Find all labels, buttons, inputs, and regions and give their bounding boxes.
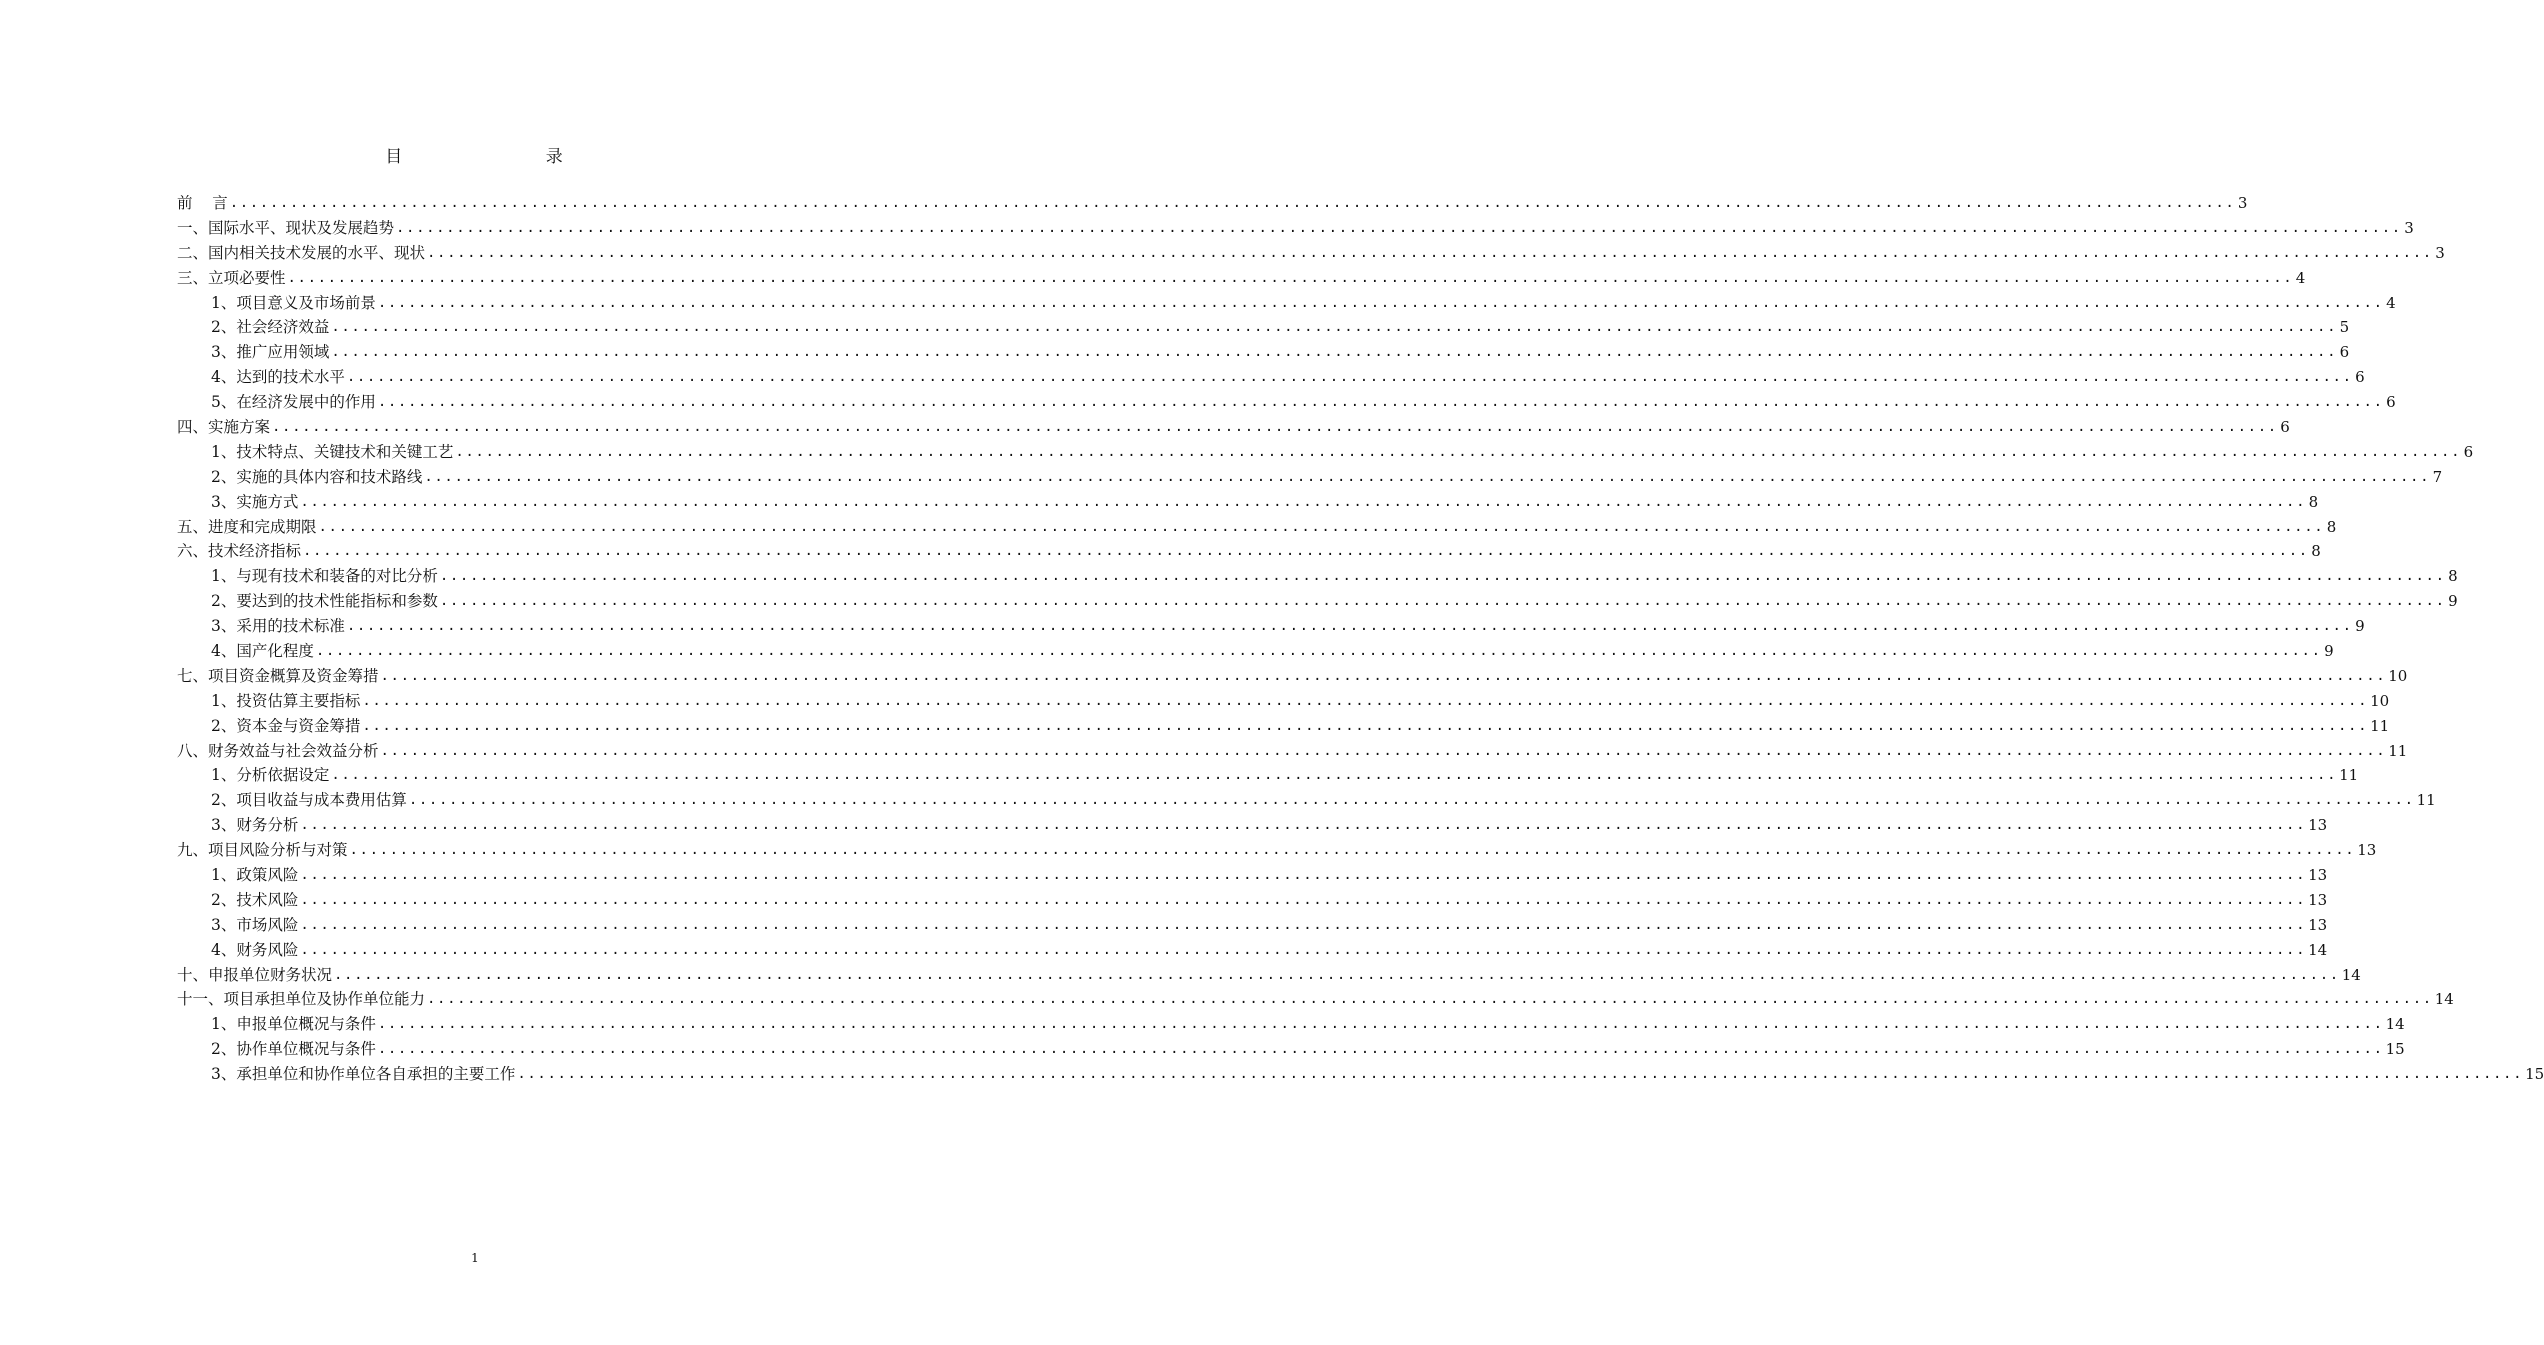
- toc-leader-dots: ........................................................................................................................................................................................................: [427, 244, 2433, 261]
- toc-entry-page: 11: [2388, 741, 2408, 760]
- toc-leader-dots: ........................................................................................................................................................................................................: [287, 269, 2294, 286]
- toc-leader-dots: ........................................................................................................................................................................................................: [362, 692, 2369, 709]
- toc-entry-label: 3、市场风险: [211, 915, 299, 934]
- toc-entry[interactable]: [177, 838, 2377, 863]
- toc-entry-label: 1、投资估算主要指标: [211, 691, 361, 710]
- toc-entry-page: 7: [2432, 467, 2443, 486]
- toc-leader-dots: ........................................................................................................................................................................................................: [346, 369, 2353, 386]
- toc-leader-dots: ........................................................................................................................................................................................................: [300, 941, 2307, 958]
- toc-entry-label: 十一、项目承担单位及协作单位能力: [177, 990, 426, 1009]
- toc-entry[interactable]: [177, 241, 2445, 266]
- toc-entry[interactable]: [177, 1062, 2544, 1087]
- toc-entry[interactable]: [177, 788, 2436, 813]
- toc-entry[interactable]: [177, 963, 2361, 988]
- toc-leader-dots: ........................................................................................................................................................................................................: [300, 493, 2307, 510]
- toc-entry[interactable]: [177, 564, 2458, 589]
- toc-entry-page: 3: [2435, 243, 2445, 262]
- toc-entry-page: 6: [2355, 368, 2365, 387]
- toc-leader-dots: ........................................................................................................................................................................................................: [380, 742, 2387, 759]
- toc-entry-page: 3: [2404, 218, 2414, 237]
- toc-entry-page: 4: [2295, 268, 2306, 287]
- toc-entry-label: 1、政策风险: [211, 866, 299, 885]
- page-number: 1: [471, 1251, 479, 1265]
- toc-leader-dots: ........................................................................................................................................................................................................: [303, 543, 2309, 560]
- toc-entry-page: 9: [2355, 617, 2365, 636]
- toc-entry-label: 三、立项必要性: [177, 268, 286, 287]
- toc-leader-dots: ........................................................................................................................................................................................................: [380, 667, 2387, 684]
- toc-entry-page: 14: [2308, 940, 2328, 959]
- toc-entry[interactable]: [177, 340, 2350, 365]
- toc-entry-label: 2、要达到的技术性能指标和参数: [211, 592, 438, 611]
- toc-entry[interactable]: [177, 365, 2365, 390]
- toc-entry-page: 13: [2308, 890, 2328, 909]
- toc-entry-page: 14: [2341, 965, 2361, 984]
- toc-leader-dots: ........................................................................................................................................................................................................: [349, 842, 2356, 859]
- toc-entry-page: 13: [2308, 816, 2328, 835]
- toc-leader-dots: ........................................................................................................................................................................................................: [396, 219, 2402, 236]
- toc-entry-page: 10: [2370, 691, 2390, 710]
- toc-leader-dots: ........................................................................................................................................................................................................: [334, 966, 2340, 983]
- toc-entry-page: 8: [2311, 542, 2321, 561]
- toc-entry-label: 3、实施方式: [211, 492, 299, 511]
- toc-leader-dots: ........................................................................................................................................................................................................: [377, 394, 2384, 411]
- toc-entry[interactable]: [177, 266, 2306, 291]
- toc-entry-label: 4、国产化程度: [211, 642, 314, 661]
- toc-entry-label: 3、推广应用领域: [211, 343, 330, 362]
- toc-entry-page: 6: [2386, 393, 2396, 412]
- toc-leader-dots: ........................................................................................................................................................................................................: [300, 916, 2307, 933]
- toc-entry[interactable]: [177, 191, 2248, 216]
- toc-entry-page: 6: [2280, 418, 2290, 436]
- toc-entry-page: 6: [2463, 442, 2474, 461]
- toc-entry[interactable]: [177, 739, 2408, 764]
- toc-entry[interactable]: [177, 390, 2396, 415]
- toc-leader-dots: ........................................................................................................................................................................................................: [362, 717, 2369, 734]
- toc-entry[interactable]: [177, 614, 2365, 639]
- toc-entry[interactable]: [177, 639, 2334, 664]
- toc-entry-label: 3、承担单位和协作单位各自承担的主要工作: [211, 1065, 516, 1084]
- toc-entry-page: 8: [2308, 492, 2319, 511]
- toc-entry-label: 十、申报单位财务状况: [177, 965, 333, 984]
- toc-leader-dots: ........................................................................................................................................................................................................: [377, 1016, 2384, 1033]
- toc-leader-dots: ........................................................................................................................................................................................................: [408, 792, 2415, 809]
- toc-entry[interactable]: [177, 490, 2319, 515]
- toc-entry-label: 3、采用的技术标准: [211, 617, 345, 636]
- toc-entry[interactable]: [177, 763, 2359, 788]
- toc-leader-dots: ........................................................................................................................................................................................................: [315, 643, 2322, 660]
- toc-entry-page: 3: [2237, 193, 2248, 212]
- toc-entry-page: 13: [2357, 841, 2377, 860]
- toc-entry-label: 5、在经济发展中的作用: [211, 393, 376, 412]
- toc-leader-dots: ........................................................................................................................................................................................................: [439, 568, 2446, 585]
- toc-entry-label: 2、资本金与资金筹措: [211, 716, 361, 735]
- toc-entry-label: 2、社会经济效益: [211, 318, 330, 337]
- toc-entry[interactable]: [177, 291, 2396, 316]
- toc-entry[interactable]: [177, 714, 2390, 739]
- toc-entry[interactable]: [177, 315, 2350, 340]
- toc-entry[interactable]: [177, 1037, 2405, 1062]
- toc-entry-label: 1、与现有技术和装备的对比分析: [211, 567, 438, 586]
- toc-entry-page: 11: [2416, 791, 2436, 810]
- toc-leader-dots: ........................................................................................................................................................................................................: [377, 1041, 2384, 1058]
- toc-entry-page: 14: [2434, 990, 2454, 1009]
- toc-entry-page: 14: [2385, 1015, 2405, 1034]
- toc-entry-label: 五、进度和完成期限: [177, 517, 317, 536]
- toc-leader-dots: ........................................................................................................................................................................................................: [331, 767, 2338, 784]
- toc-entry-page: 5: [2339, 318, 2350, 337]
- toc-entry-page: 11: [2370, 716, 2390, 735]
- toc-entry-label: 前 言: [177, 193, 228, 212]
- toc-entry-page: 9: [2324, 642, 2334, 661]
- toc-leader-dots: ........................................................................................................................................................................................................: [300, 867, 2307, 884]
- toc-entry-label: 一、国际水平、现状及发展趋势: [177, 218, 395, 237]
- toc-entry-label: 二、国内相关技术发展的水平、现状: [177, 243, 426, 262]
- toc-entry-label: 2、协作单位概况与条件: [211, 1040, 376, 1059]
- toc-entry-label: 2、实施的具体内容和技术路线: [211, 467, 423, 486]
- toc-entry[interactable]: [177, 913, 2328, 938]
- toc-leader-dots: ........................................................................................................................................................................................................: [318, 518, 2325, 535]
- toc-leader-dots: ........................................................................................................................................................................................................: [517, 1066, 2524, 1083]
- toc-entry[interactable]: [177, 465, 2443, 490]
- toc-leader-dots: ........................................................................................................................................................................................................: [377, 294, 2384, 311]
- toc-entry-label: 2、技术风险: [211, 890, 299, 909]
- toc-entry[interactable]: [177, 888, 2328, 913]
- toc-leader-dots: ........................................................................................................................................................................................................: [300, 817, 2307, 834]
- toc-entry-label: 四、实施方案: [177, 418, 271, 436]
- toc-leader-dots: ........................................................................................................................................................................................................: [455, 443, 2462, 460]
- toc-entry-page: 8: [2448, 567, 2458, 586]
- toc-entry-label: 六、技术经济指标: [177, 542, 302, 561]
- toc-leader-dots: ........................................................................................................................................................................................................: [272, 419, 2278, 435]
- toc-entry[interactable]: [177, 415, 2290, 440]
- toc-entry[interactable]: [177, 689, 2390, 714]
- toc-entry-page: 9: [2448, 592, 2458, 611]
- toc-entry[interactable]: [177, 664, 2408, 689]
- toc-entry-page: 8: [2326, 517, 2337, 536]
- toc-entry[interactable]: [177, 216, 2414, 241]
- page-title: 目 录: [385, 147, 565, 167]
- toc-entry[interactable]: [177, 539, 2321, 564]
- toc-entry-label: 4、达到的技术水平: [211, 368, 345, 387]
- toc-entry[interactable]: [177, 1012, 2405, 1037]
- toc-entry-page: 11: [2339, 766, 2359, 785]
- toc-leader-dots: ........................................................................................................................................................................................................: [229, 194, 2236, 211]
- toc-entry-label: 1、技术特点、关键技术和关键工艺: [211, 442, 454, 461]
- toc-entry-page: 6: [2339, 343, 2350, 362]
- table-of-contents: [177, 191, 2544, 1087]
- toc-leader-dots: ........................................................................................................................................................................................................: [439, 593, 2446, 610]
- toc-leader-dots: ........................................................................................................................................................................................................: [331, 319, 2338, 336]
- toc-entry-label: 1、申报单位概况与条件: [211, 1015, 376, 1034]
- toc-entry-label: 七、项目资金概算及资金筹措: [177, 666, 379, 685]
- toc-entry-label: 八、财务效益与社会效益分析: [177, 741, 379, 760]
- toc-leader-dots: ........................................................................................................................................................................................................: [331, 344, 2338, 361]
- toc-entry-label: 九、项目风险分析与对策: [177, 841, 348, 860]
- toc-entry-label: 4、财务风险: [211, 940, 299, 959]
- toc-entry-label: 1、分析依据设定: [211, 766, 330, 785]
- toc-entry[interactable]: [177, 938, 2328, 963]
- toc-leader-dots: ........................................................................................................................................................................................................: [424, 468, 2431, 485]
- toc-entry[interactable]: [177, 813, 2328, 838]
- toc-entry[interactable]: [177, 515, 2337, 540]
- toc-entry[interactable]: [177, 440, 2474, 465]
- toc-entry-page: 4: [2386, 293, 2396, 312]
- toc-entry[interactable]: [177, 589, 2458, 614]
- toc-leader-dots: ........................................................................................................................................................................................................: [346, 618, 2353, 635]
- toc-entry-label: 1、项目意义及市场前景: [211, 293, 376, 312]
- toc-entry[interactable]: [177, 988, 2454, 1013]
- toc-leader-dots: ........................................................................................................................................................................................................: [300, 891, 2307, 908]
- toc-entry[interactable]: [177, 863, 2328, 888]
- toc-entry-page: 15: [2385, 1040, 2405, 1059]
- toc-leader-dots: ........................................................................................................................................................................................................: [427, 991, 2433, 1008]
- toc-entry-page: 10: [2388, 666, 2408, 685]
- toc-entry-page: 13: [2308, 915, 2328, 934]
- toc-entry-label: 2、项目收益与成本费用估算: [211, 791, 407, 810]
- toc-entry-page: 15: [2525, 1065, 2544, 1084]
- toc-entry-label: 3、财务分析: [211, 816, 299, 835]
- toc-entry-page: 13: [2308, 866, 2328, 885]
